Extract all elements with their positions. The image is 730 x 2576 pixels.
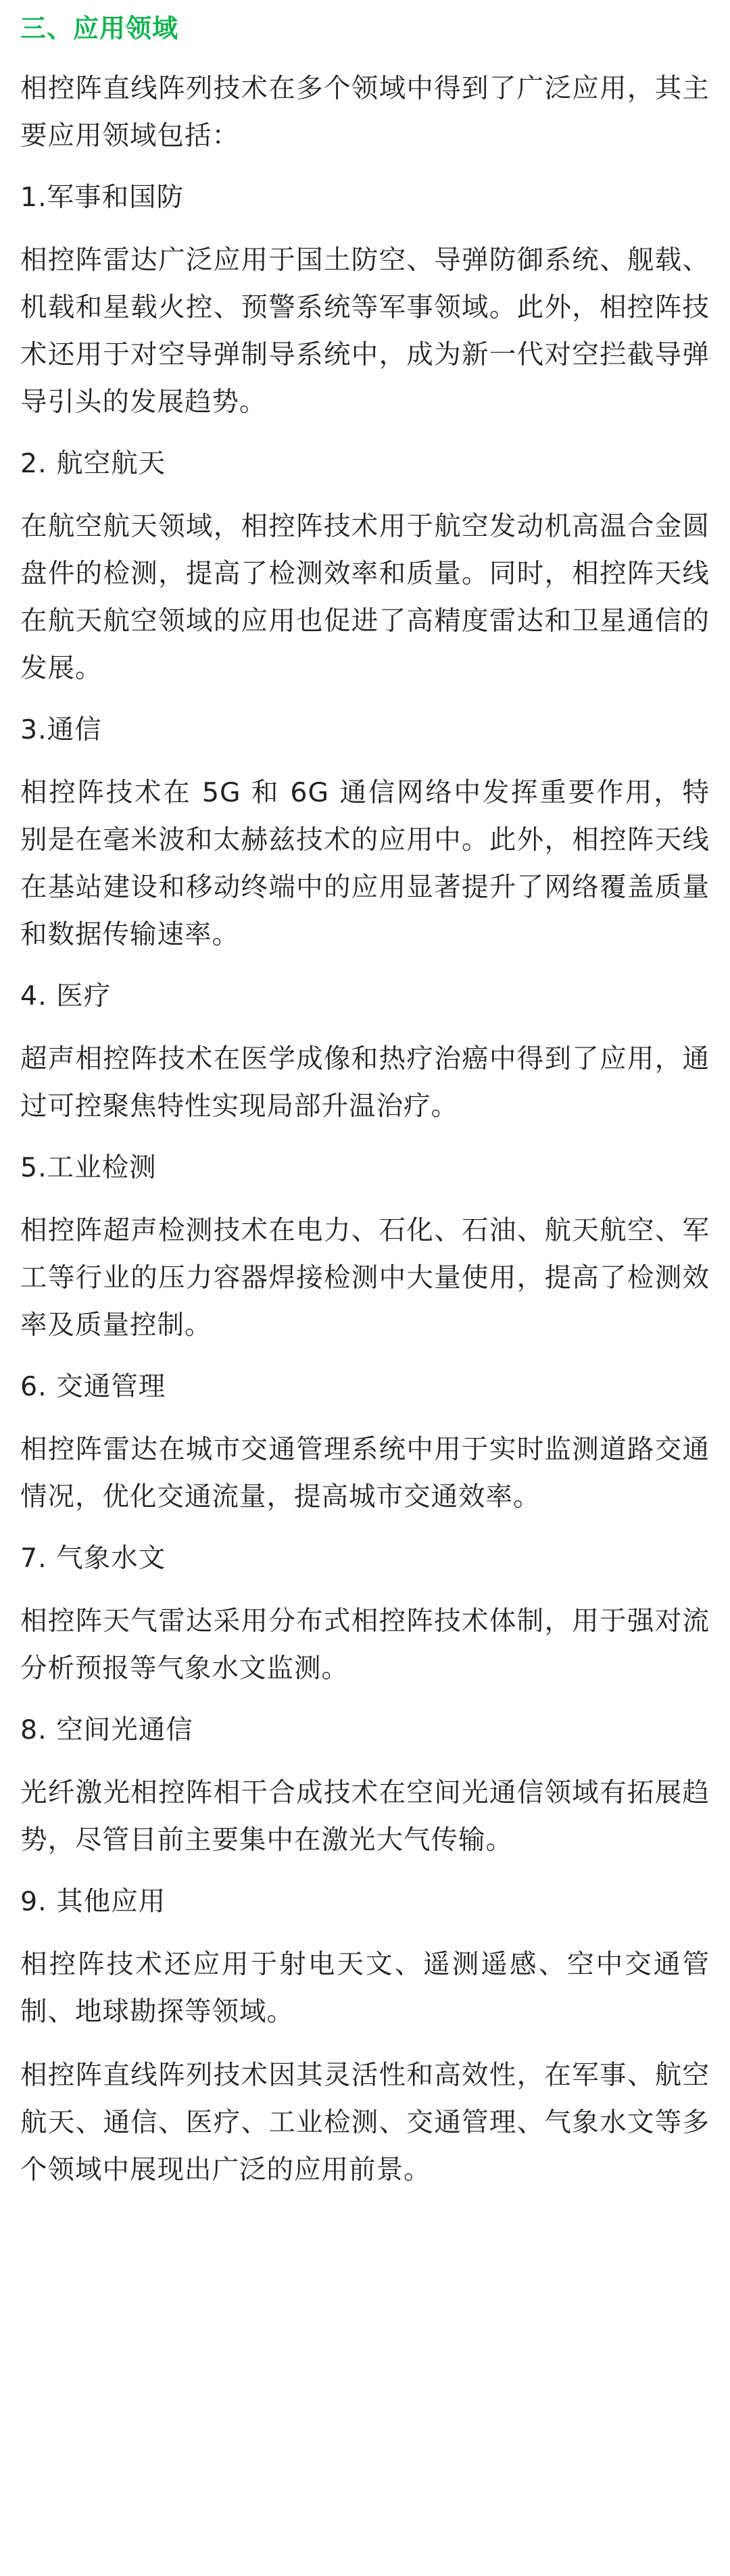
conclusion-paragraph: 相控阵直线阵列技术因其灵活性和高效性，在军事、航空航天、通信、医疗、工业检测、交通管理、气象水文等多个领域中展现出广泛的应用前景。	[20, 2060, 710, 2185]
paragraph-communication: 相控阵技术在 5G 和 6G 通信网络中发挥重要作用，特别是在毫米波和太赫兹技术的应用中。此外，相控阵天线在基站建设和移动终端中的应用显著提升了网络覆盖质量和数据传输速率。	[20, 777, 710, 950]
heading-industrial-inspection: 5.工业检测	[20, 1152, 157, 1183]
paragraph-medical: 超声相控阵技术在医学成像和热疗治癌中得到了应用，通过可控聚焦特性实现局部升温治疗。	[20, 1043, 710, 1122]
paragraph-aerospace: 在航空航天领域，相控阵技术用于航空发动机高温合金圆盘件的检测，提高了检测效率和质量。同时，相控阵天线在航天航空领域的应用也促进了高精度雷达和卫星通信的发展。	[20, 511, 710, 684]
paragraph-other-applications: 相控阵技术还应用于射电天文、遥测遥感、空中交通管制、地球勘探等领域。	[20, 1949, 710, 2027]
heading-space-optical-communication: 8. 空间光通信	[20, 1714, 193, 1745]
paragraph-traffic-management: 相控阵雷达在城市交通管理系统中用于实时监测道路交通情况，优化交通流量，提高城市交通效率。	[20, 1434, 710, 1512]
heading-medical: 4. 医疗	[20, 981, 112, 1012]
paragraph-industrial-inspection: 相控阵超声检测技术在电力、石化、石油、航天航空、军工等行业的压力容器焊接检测中大量使用，提高了检测效率及质量控制。	[20, 1215, 710, 1341]
heading-traffic-management: 6. 交通管理	[20, 1371, 166, 1402]
heading-military: 1.军事和国防	[20, 182, 185, 213]
heading-aerospace: 2. 航空航天	[20, 448, 166, 479]
heading-communication: 3.通信	[20, 714, 102, 745]
paragraph-space-optical-communication: 光纤激光相控阵相干合成技术在空间光通信领域有拓展趋势，尽管目前主要集中在激光大气传输。	[20, 1777, 710, 1856]
section-title: 三、应用领域	[20, 14, 179, 43]
heading-other-applications: 9. 其他应用	[20, 1886, 166, 1917]
paragraph-meteorology-hydrology: 相控阵天气雷达采用分布式相控阵技术体制，用于强对流分析预报等气象水文监测。	[20, 1606, 710, 1684]
heading-meteorology-hydrology: 7. 气象水文	[20, 1543, 166, 1574]
paragraph-military: 相控阵雷达广泛应用于国土防空、导弹防御系统、舰载、机载和星载火控、预警系统等军事领域。此外，相控阵技术还用于对空导弹制导系统中，成为新一代对空拦截导弹导引头的发展趋势。	[20, 245, 710, 418]
intro-paragraph: 相控阵直线阵列技术在多个领域中得到了广泛应用，其主要应用领域包括：	[20, 73, 710, 151]
